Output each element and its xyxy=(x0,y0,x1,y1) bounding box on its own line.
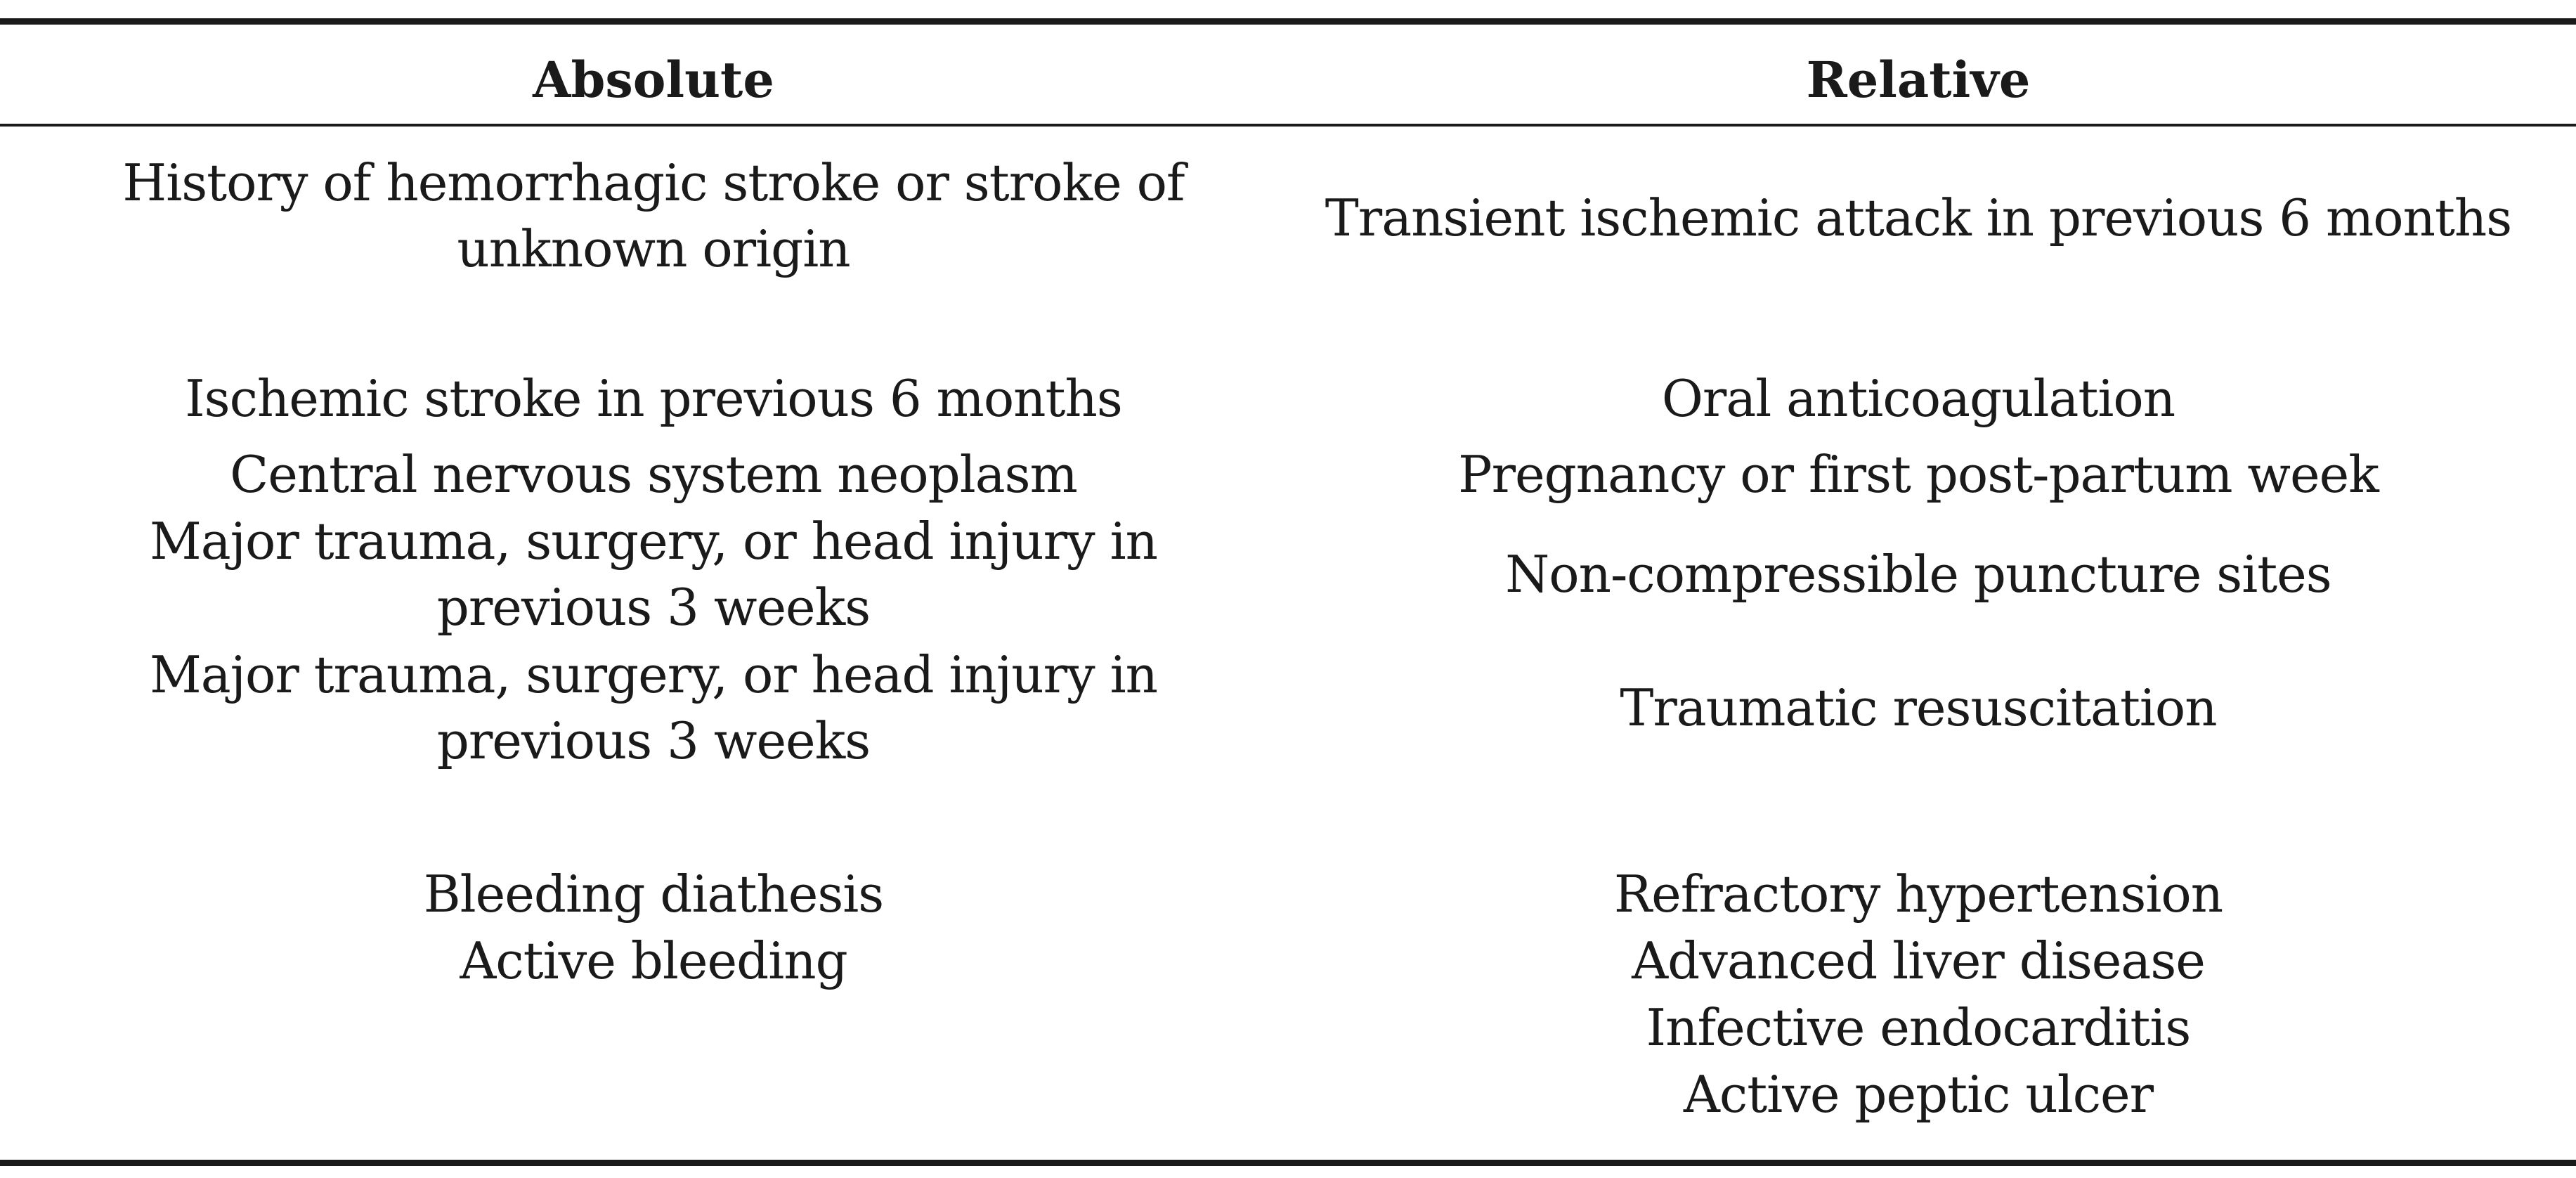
header-absolute: Absolute xyxy=(533,50,774,109)
absolute-item xyxy=(70,642,1237,774)
absolute-item xyxy=(70,928,1237,994)
absolute-item-line: Major trauma, surgery, or head injury in xyxy=(150,645,1157,704)
relative-item: Traumatic resuscitation xyxy=(1620,678,2217,737)
absolute-item xyxy=(70,365,1237,432)
absolute-item xyxy=(70,441,1237,507)
absolute-item-line: Major trauma, surgery, or head injury in xyxy=(150,512,1157,571)
relative-item: Advanced liver disease xyxy=(1632,931,2205,990)
absolute-item-line: previous 3 weeks xyxy=(436,578,871,637)
relative-item: Non-compressible puncture sites xyxy=(1505,545,2331,604)
absolute-item-line: unknown origin xyxy=(457,219,850,278)
relative-item: Pregnancy or first post-partum week xyxy=(1458,445,2379,504)
relative-item: Active peptic ulcer xyxy=(1683,1065,2154,1124)
header-rule xyxy=(0,124,2576,127)
relative-item: Transient ischemic attack in previous 6 months xyxy=(1325,188,2512,247)
absolute-item xyxy=(70,861,1237,927)
top-rule xyxy=(0,18,2576,25)
bottom-rule xyxy=(0,1160,2576,1166)
absolute-item xyxy=(70,508,1237,640)
relative-item: Infective endocarditis xyxy=(1646,998,2191,1057)
absolute-item-line: previous 3 weeks xyxy=(436,711,871,770)
absolute-item xyxy=(70,150,1237,282)
header-relative: Relative xyxy=(1806,50,2031,109)
relative-item: Oral anticoagulation xyxy=(1661,369,2175,428)
absolute-item-line: Ischemic stroke in previous 6 months xyxy=(185,369,1122,428)
absolute-item-line: Active bleeding xyxy=(460,931,847,990)
relative-item: Refractory hypertension xyxy=(1613,865,2223,924)
absolute-item-line: Central nervous system neoplasm xyxy=(230,445,1077,504)
absolute-item-line: Bleeding diathesis xyxy=(423,865,884,924)
absolute-item-line: History of hemorrhagic stroke or stroke of xyxy=(122,153,1185,212)
